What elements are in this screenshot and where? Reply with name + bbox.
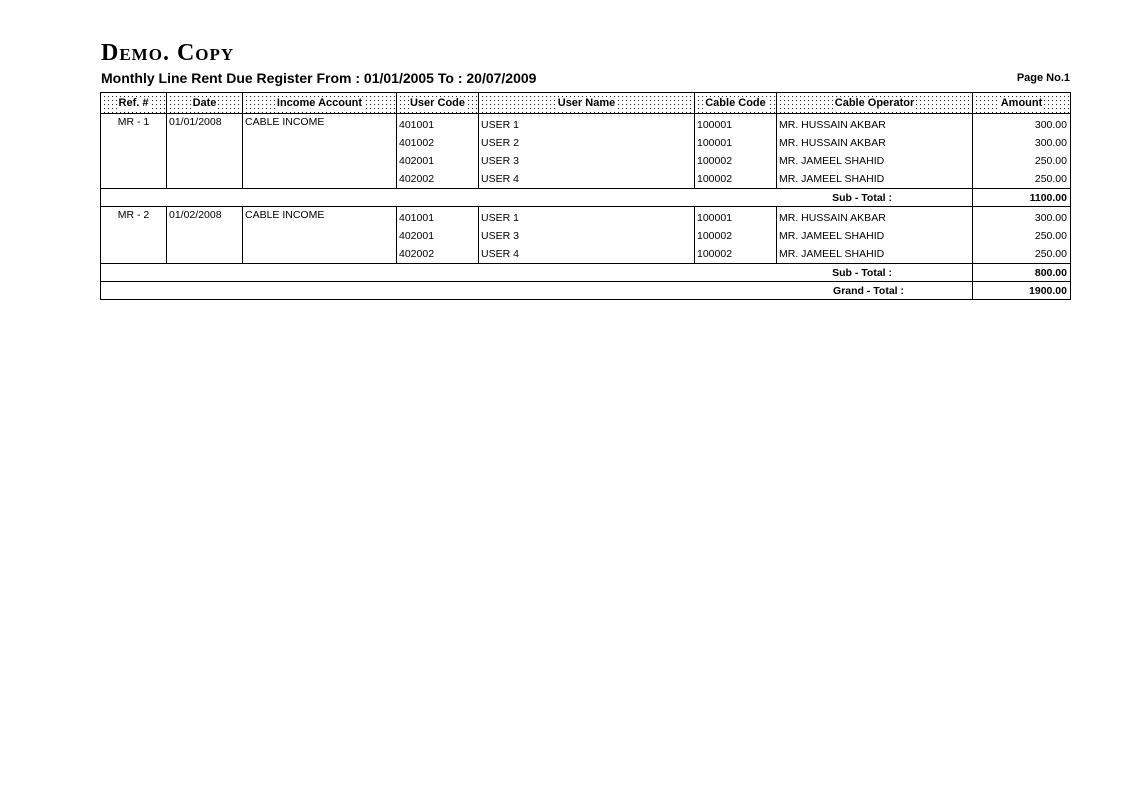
amount-cell: 300.00 [973,207,1071,228]
grand-total-row [101,282,1071,300]
grand-total-value: 1900.00 [973,282,1071,300]
cable-code-cell: 100001 [695,207,777,228]
user-code-cell: 401001 [397,207,479,228]
page-number: Page No.1 [1016,72,1070,84]
col-header-income-account: Income Account [243,93,397,114]
amount-cell: 300.00 [973,114,1071,135]
col-header-ref: Ref. # [101,93,167,114]
cable-code-cell: 100002 [695,245,777,264]
user-name-cell: USER 3 [479,227,695,245]
amount-cell: 250.00 [973,170,1071,189]
cable-code-cell: 100002 [695,152,777,170]
income-account-cell: CABLE INCOME [243,114,397,189]
user-code-cell: 401001 [397,114,479,135]
ref-cell: MR - 2 [101,207,167,264]
user-code-cell: 402001 [397,152,479,170]
report-title: Monthly Line Rent Due Register From : 01/01/2005 To : 20/07/2009 [101,70,537,86]
user-code-cell: 401002 [397,134,479,152]
subtotal-value: 1100.00 [973,189,1071,207]
subtotal-label: Sub - Total : [101,264,973,282]
amount-cell: 250.00 [973,227,1071,245]
cable-operator-cell: MR. HUSSAIN AKBAR [777,207,973,228]
cable-operator-cell: MR. JAMEEL SHAHID [777,227,973,245]
cable-operator-cell: MR. JAMEEL SHAHID [777,152,973,170]
grand-total-label: Grand - Total : [101,282,973,300]
user-name-cell: USER 2 [479,134,695,152]
register-table [100,92,1071,300]
user-name-cell: USER 1 [479,114,695,135]
cable-code-cell: 100002 [695,227,777,245]
cable-operator-cell: MR. HUSSAIN AKBAR [777,114,973,135]
cable-operator-cell: MR. JAMEEL SHAHID [777,245,973,264]
amount-cell: 300.00 [973,134,1071,152]
date-cell: 01/01/2008 [167,114,243,189]
date-cell: 01/02/2008 [167,207,243,264]
user-name-cell: USER 4 [479,170,695,189]
user-name-cell: USER 1 [479,207,695,228]
col-header-cable-code: Cable Code [695,93,777,114]
user-code-cell: 402001 [397,227,479,245]
col-header-user-name: User Name [479,93,695,114]
user-name-cell: USER 3 [479,152,695,170]
cable-operator-cell: MR. JAMEEL SHAHID [777,170,973,189]
cable-code-cell: 100001 [695,134,777,152]
cable-operator-cell: MR. HUSSAIN AKBAR [777,134,973,152]
cable-code-cell: 100001 [695,114,777,135]
user-code-cell: 402002 [397,245,479,264]
subtotal-row [101,264,1071,282]
table-header-row [101,93,1071,114]
cable-code-cell: 100002 [695,170,777,189]
demo-copy-watermark: Demo. Copy [101,40,235,66]
subtotal-label: Sub - Total : [101,189,973,207]
user-name-cell: USER 4 [479,245,695,264]
ref-cell: MR - 1 [101,114,167,189]
amount-cell: 250.00 [973,152,1071,170]
col-header-date: Date [167,93,243,114]
subtotal-value: 800.00 [973,264,1071,282]
subtotal-row [101,189,1071,207]
income-account-cell: CABLE INCOME [243,207,397,264]
table-row [101,207,1071,228]
table-row [101,114,1071,135]
user-code-cell: 402002 [397,170,479,189]
col-header-cable-operator: Cable Operator [777,93,973,114]
amount-cell: 250.00 [973,245,1071,264]
col-header-user-code: User Code [397,93,479,114]
col-header-amount: Amount [973,93,1071,114]
